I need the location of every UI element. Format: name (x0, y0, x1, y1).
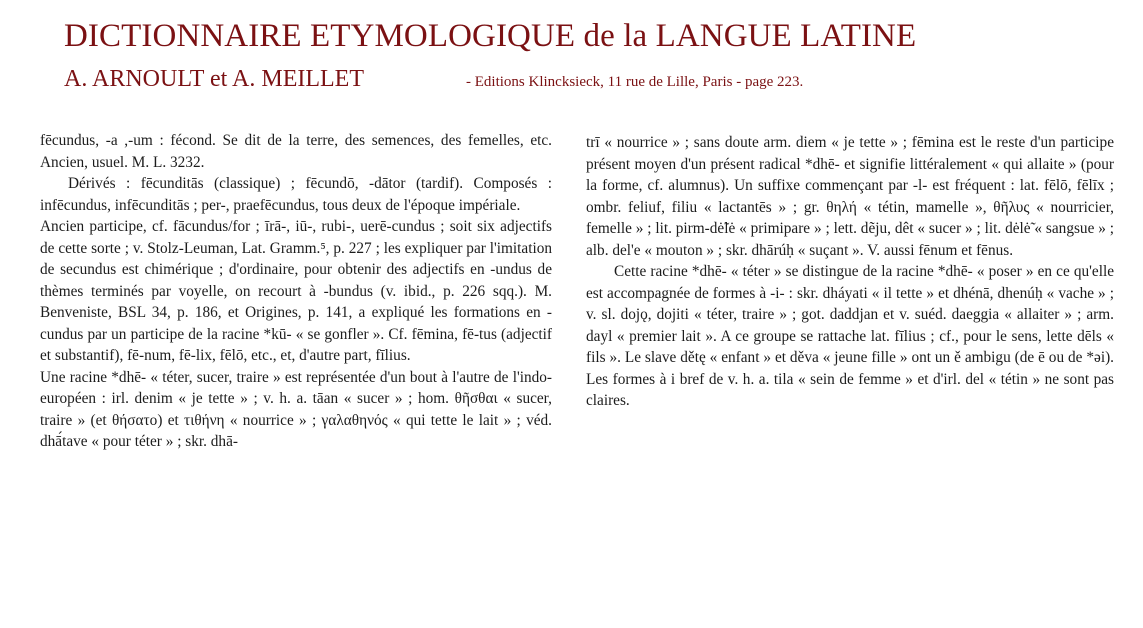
right-column (586, 132, 1114, 412)
root-distinction-paragraph: Cette racine *dhē- « téter » se distingue de la racine *dhē- « poser » en ce qu'elle est accompagnée de formes à -i- : skr. dháyati « il tette » et dhénā, dhenúḥ « vache » ; v. sl. dojǫ, dojiti « téter, traire » ; got. daddjan et v. suéd. daeggia « allaiter » ; arm. dayl « premier lait ». A ce groupe se rattache lat. fīlius ; cf., pour le sens, lette dēls « fils ». Le slave dětę « enfant » et děva « jeune fille » ont un ě ambigu (de ē ou de *əi). Les formes à i bref de v. h. a. tila « sein de femme » et d'irl. del « tétin » ne sont pas claires. (586, 263, 1114, 409)
left-column (40, 130, 552, 453)
participle-paragraph: Ancien participe, cf. fācundus/for ; īrā-, iū-, rubi-, uerē-cundus ; soit six adjectifs de cette sorte ; v. Stolz-Leuman, Lat. Gramm.⁵, p. 227 ; les expliquer par l'imitation de secundus est chimérique ; d'ordinaire, pour obtenir des adjectifs en -undus de thèmes terminés par voyelle, on recourt à -bundus (v. ibid., p. 226 sqq.). M. Benveniste, BSL 34, p. 186, et Origines, p. 141, a expliqué les formations en -cundus par un participe de la racine *kū- « se gonfler ». Cf. fēmina, fē-tus (adjectif et substantif), fē-num, fē-lix, fēlō, etc., et, d'autre part, fīlius. (40, 218, 552, 364)
authors-line: A. ARNOULT et A. MEILLET (64, 66, 364, 92)
derivatives-paragraph: Dérivés : fēcunditās (classique) ; fēcundō, -dātor (tardif). Composés : infēcundus, infēcunditās ; per-, praefēcundus, tous deux de l'époque impériale. (40, 175, 552, 214)
root-paragraph: Une racine *dhē- « téter, sucer, traire » est représentée d'un bout à l'autre de l'indo-européen : irl. denim « je tette » ; v. h. a. tāan « sucer » ; hom. θῆσθαι « sucer, traire » (et θήσατο) et τιθήνη « nourrice » ; γαλαθηνός « qui tette le lait » ; véd. dhā́tave « pour téter » ; skr. dhā- (40, 368, 552, 450)
entry-headword-paragraph: fēcundus, -a ,-um : fécond. Se dit de la terre, des semences, des femelles, etc. Ancien, usuel. M. L. 3232. (40, 132, 552, 171)
suffix-paragraph: trī « nourrice » ; sans doute arm. diem « je tette » ; fēmina est le reste d'un participe présent moyen d'un présent radical *dhē- et signifie littéralement « qui allaite » (pour la forme, cf. alumnus). Un suffixe commençant par -l- est fréquent : lat. fēlō, fēlīx ; ombr. feliuf, filiu « lactantēs » ; gr. θηλή « tétin, mamelle », θῆλυς « nourricier, femelle » ; lit. pirm-dė̃lė « primipare » ; lett. dẽju, dêt « sucer » ; lit. dėlė̃ « sangsue » ; alb. del'e « mouton » ; skr. dhārúḥ « suçant ». V. aussi fēnum et fēnus. (586, 134, 1114, 259)
source-citation: - Editions Klincksieck, 11 rue de Lille, Paris - page 223. (466, 74, 804, 90)
dictionary-title: DICTIONNAIRE ETYMOLOGIQUE de la LANGUE LATINE (64, 18, 917, 54)
